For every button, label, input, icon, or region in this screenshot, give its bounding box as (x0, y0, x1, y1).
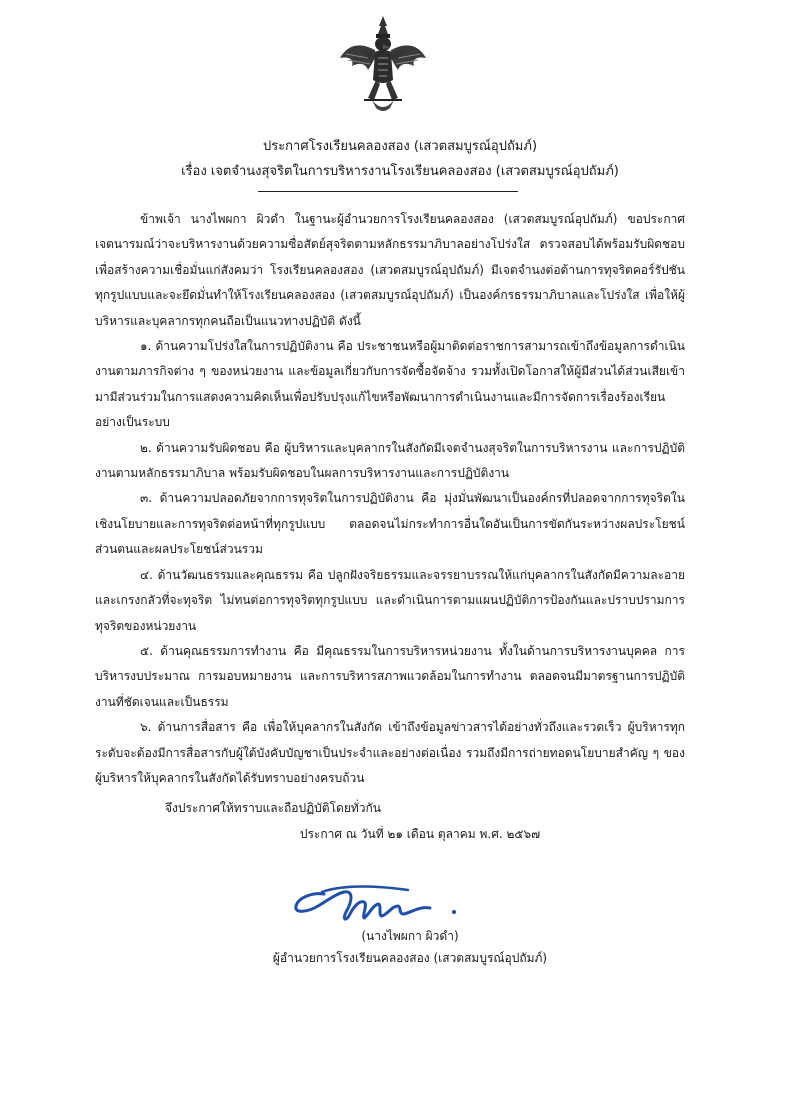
item-communication: ๖. ด้านการสื่อสาร คือ เพื่อให้บุคลากรในสังกัด เข้าถึงข้อมูลข่าวสารได้อย่างทั่วถึงและรวดเร็ว ผู้บริหารทุกระดับจะต้องมีการสื่อสารกับผู้ใต้บังคับบัญชาเป็นประจำและอย่างต่อเนื่อง รวมถึงมีการถ่ายทอดนโยบายสำคัญ ๆ ของผู้บริหารให้บุคลากรในสังกัดได้รับทราบอย่างครบถ้วน (95, 720, 685, 785)
garuda-emblem-icon (338, 14, 428, 116)
announcement-body (95, 207, 685, 791)
item-accountability: ๒. ด้านความรับผิดชอบ คือ ผู้บริหารและบุคลากรในสังกัดมีเจตจำนงสุจริตในการบริหารงาน และการปฏิบัติงานตามหลักธรรมาภิบาล พร้อมรับผิดชอบในผลการบริหารงานและการปฏิบัติงาน (95, 440, 685, 481)
intro-paragraph: ข้าพเจ้า นางไพผกา ผิวดำ ในฐานะผู้อำนวยการโรงเรียนคลองสอง (เสวตสมบูรณ์อุปถัมภ์) ขอประกาศเจตนารมณ์ว่าจะบริหารงานด้วยความซื่อสัตย์สุจริตตามหลักธรรมาภิบาลอย่างโปร่งใส ตรวจสอบได้พร้อมรับผิดชอบ เพื่อสร้างความเชื่อมั่นแก่สังคมว่า โรงเรียนคลองสอง (เสวตสมบูรณ์อุปถัมภ์) มีเจตจำนงต่อต้านการทุจริตคอร์รัปชันทุกรูปแบบและจะยึดมั่นทำให้โรงเรียนคลองสอง (เสวตสมบูรณ์อุปถัมภ์) เป็นองค์กรธรรมาภิบาลและโปร่งใส เพื่อให้ผู้บริหารและบุคลากรทุกคนถือเป็นแนวทางปฏิบัติ ดังนี้ (95, 212, 685, 328)
item-transparency: ๑. ด้านความโปร่งใสในการปฏิบัติงาน คือ ประชาชนหรือผู้มาติดต่อราชการสามารถเข้าถึงข้อมูลการดำเนินงานตามภารกิจต่าง ๆ ของหน่วยงาน และข้อมูลเกี่ยวกับการจัดซื้อจัดจ้าง รวมทั้งเปิดโอกาสให้ผู้มีส่วนได้ส่วนเสียเข้ามามีส่วนร่วมในการแสดงความคิดเห็นเพื่อปรับปรุงแก้ไขหรือพัฒนาการดำเนินงานและมีการจัดการเรื่องร้องเรียนอย่างเป็นระบบ (95, 339, 685, 430)
announcement-heading (0, 134, 800, 184)
signature-icon (284, 872, 484, 932)
signer-position: ผู้อำนวยการโรงเรียนคลองสอง (เสวตสมบูรณ์อุปถัมภ์) (272, 951, 548, 965)
announcement-date: ประกาศ ณ วันที่ ๒๑ เดือน ตุลาคม พ.ศ. ๒๕๖๗ (299, 827, 541, 841)
item-corruption-free: ๓. ด้านความปลอดภัยจากการทุจริตในการปฏิบัติงาน คือ มุ่งมั่นพัฒนาเป็นองค์กรที่ปลอดจากการทุจริตในเชิงนโยบายและการทุจริตต่อหน้าที่ทุกรูปแบบ ตลอดจนไม่กระทำการอื่นใดอันเป็นการขัดกันระหว่างผลประโยชน์ส่วนตนและผลประโยชน์ส่วนรวม (95, 491, 685, 557)
announcement-subject: เรื่อง เจตจำนงสุจริตในการบริหารงานโรงเรียนคลองสอง (เสวตสมบูรณ์อุปถัมภ์) (181, 164, 619, 179)
signer-name: (นางไพผกา ผิวดำ) (361, 929, 459, 943)
announcement-title: ประกาศโรงเรียนคลองสอง (เสวตสมบูรณ์อุปถัมภ์) (262, 139, 538, 154)
item-culture-ethics: ๔. ด้านวัฒนธรรมและคุณธรรม คือ ปลูกฝังจริยธรรมและจรรยาบรรณให้แก่บุคลากรในสังกัดมีความละอายและเกรงกลัวที่จะทุจริต ไม่ทนต่อการทุจริตทุกรูปแบบ และดำเนินการตามแผนปฏิบัติการป้องกันและปราบปรามการทุจริตของหน่วยงาน (95, 567, 685, 633)
item-work-integrity: ๕. ด้านคุณธรรมการทำงาน คือ มีคุณธรรมในการบริหารหน่วยงาน ทั้งในด้านการบริหารงานบุคคล การบริหารงบประมาณ การมอบหมายงาน และการบริหารสภาพแวดล้อมในการทำงาน ตลอดจนมีมาตรฐานการปฏิบัติงานที่ชัดเจนและเป็นธรรม (95, 643, 685, 709)
closing-statement: จึงประกาศให้ทราบและถือปฏิบัติโดยทั่วกัน (165, 801, 381, 815)
heading-divider (258, 191, 518, 192)
